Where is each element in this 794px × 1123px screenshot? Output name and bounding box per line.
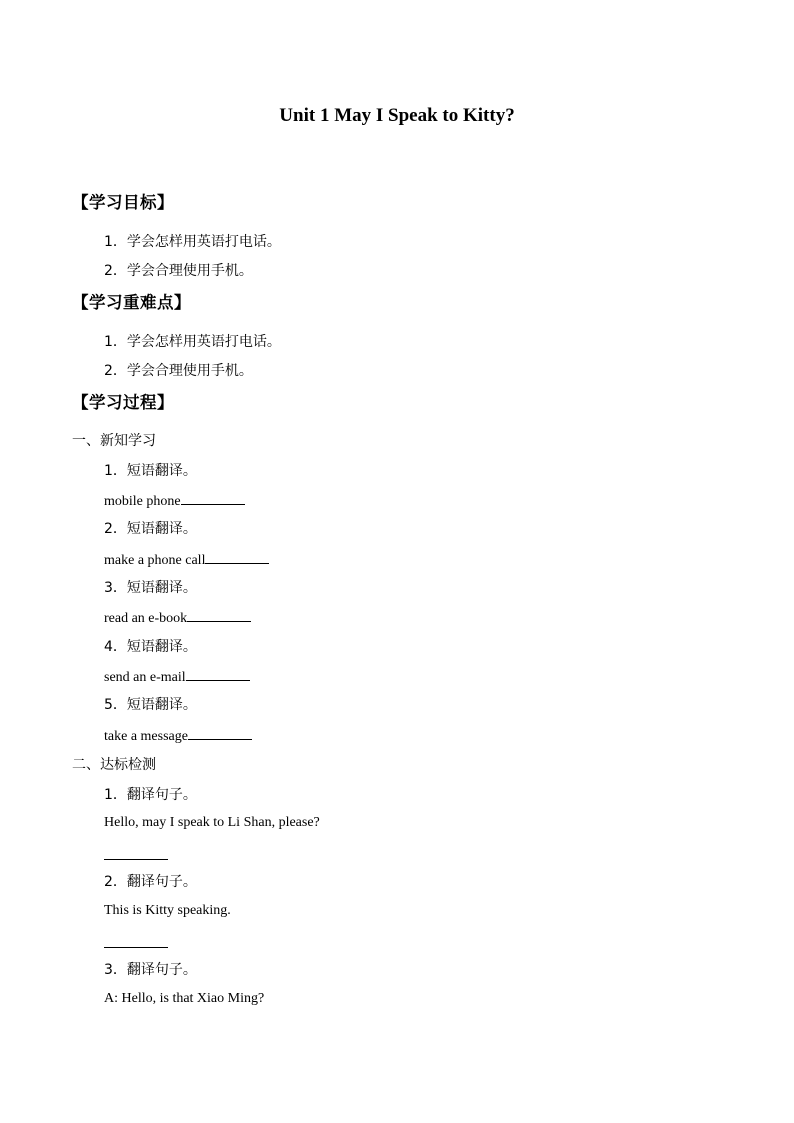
key-point-item-1: 1．学会怎样用英语打电话。 — [104, 334, 281, 350]
sentence-3: A: Hello, is that Xiao Ming? — [104, 991, 265, 1006]
sentence-2: This is Kitty speaking. — [104, 903, 231, 918]
process-heading: 【学习过程】 — [72, 393, 174, 412]
answer-line-1 — [104, 859, 168, 860]
phrase-text: send an e-mail — [104, 670, 186, 685]
phrase-item-5 — [104, 727, 252, 745]
part1-instruction-3: 3．短语翻译。 — [104, 580, 197, 596]
part1-instruction-5: 5．短语翻译。 — [104, 697, 197, 713]
key-points-heading: 【学习重难点】 — [72, 293, 191, 312]
part2-instruction-3: 3．翻译句子。 — [104, 962, 197, 978]
answer-blank — [186, 668, 250, 681]
part1-instruction-2: 2．短语翻译。 — [104, 521, 197, 537]
part1-instruction-4: 4．短语翻译。 — [104, 639, 197, 655]
phrase-item-4 — [104, 668, 250, 686]
answer-blank — [188, 727, 252, 740]
key-point-item-2: 2．学会合理使用手机。 — [104, 363, 253, 379]
answer-blank — [187, 609, 251, 622]
phrase-item-1 — [104, 492, 245, 510]
phrase-text: take a message — [104, 729, 188, 744]
phrase-item-3 — [104, 609, 251, 627]
document-title: Unit 1 May I Speak to Kitty? — [279, 105, 515, 126]
answer-blank — [181, 492, 245, 505]
part1-instruction-1: 1．短语翻译。 — [104, 463, 197, 479]
part2-instruction-2: 2．翻译句子。 — [104, 874, 197, 890]
answer-line-2 — [104, 947, 168, 948]
phrase-text: mobile phone — [104, 494, 181, 509]
phrase-text: make a phone call — [104, 553, 206, 568]
phrase-item-2 — [104, 551, 269, 569]
sentence-1: Hello, may I speak to Li Shan, please? — [104, 815, 320, 830]
phrase-text: read an e-book — [104, 611, 188, 626]
part2-heading: 二、达标检测 — [72, 757, 156, 773]
part1-heading: 一、新知学习 — [72, 433, 156, 449]
objective-item-1: 1．学会怎样用英语打电话。 — [104, 234, 281, 250]
part2-instruction-1: 1．翻译句子。 — [104, 787, 197, 803]
objectives-heading: 【学习目标】 — [72, 193, 174, 212]
answer-blank — [205, 551, 269, 564]
objective-item-2: 2．学会合理使用手机。 — [104, 263, 253, 279]
